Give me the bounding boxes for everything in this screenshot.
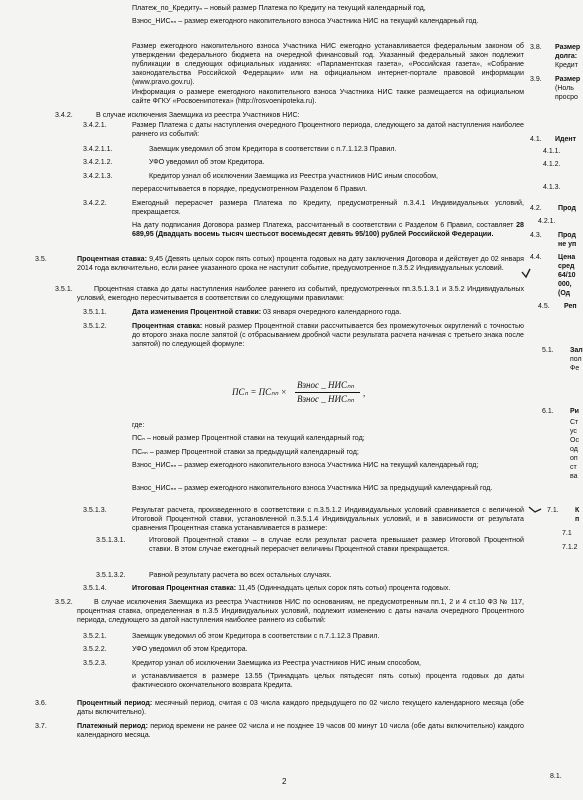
text-paragraph: На дату подписания Договора размер Платежа, рассчитанный в соответствии с Разделом 6 Правил, составляет 28 689,95 (Двадцать восемь тысяч шестьсот восемьдесят девять 95/100) рублей Российской Федерации.: [132, 221, 524, 238]
clause-number: 3.5.1.3.1.: [96, 536, 126, 544]
clause-number: 4.1.1.: [543, 148, 561, 155]
text-fragment: оп: [570, 455, 578, 462]
text-paragraph: Результат расчета, произведенного в соответствии с п.3.5.1.2 Индивидуальных условий сравнивается с величиной Итоговой Процентной ставки, установленной п.3.5.1.4 Индивидуальных условий, и в зависимости от результата сравнения Процентная ставка устанавливается в размере:: [132, 506, 524, 532]
text-line: Заемщик уведомил об этом Кредитора в соответствии с п.7.1.12.3 Правил.: [149, 145, 397, 153]
page-number: 2: [282, 777, 287, 786]
text-line: Платеж_по_Кредитуₙ – новый размер Платежа по Кредиту на текущий календарный год,: [132, 4, 426, 12]
text-line: Взнос_НИСₙₙ – размер ежегодного накопительного взноса Участника НИС на текущий календарный год;: [132, 461, 479, 469]
text-fragment: 64/10: [558, 272, 576, 279]
text-fragment: Фе: [570, 365, 580, 372]
clause-number: 3.7.: [35, 722, 47, 730]
clause-number: 3.9.: [530, 76, 542, 83]
text-line: Заемщик уведомил об этом Кредитора в соответствии с п.7.1.12.3 Правил.: [132, 632, 380, 640]
text-fragment: Ри: [570, 408, 579, 415]
text-line: Ежегодный перерасчет размера Платежа по Кредиту, предусмотренный п.3.4.1 Индивидуальных условий, прекращается.: [132, 199, 524, 216]
text-paragraph: Процентная ставка: новый размер Процентной ставки рассчитывается без промежуточных округлений с точностью до второго знака после запятой (с отбрасыванием дробной части результата расчета начиная с третьего знака после запятой) по следующей формуле:: [132, 322, 524, 348]
text-paragraph: Итоговой Процентной ставки – в случае если результат расчета превышает размер Итоговой Процентной ставки. В этом случае ежегодный перерасчет величины Процентной ставки прекращается.: [149, 536, 524, 553]
clause-number: 3.4.2.2.: [83, 199, 107, 207]
clause-number: 4.2.: [530, 205, 542, 212]
text-paragraph: Процентная ставка до даты наступления наиболее раннего из событий, предусмотренных пп.3.5.1.3.1 и 3.5.2 Индивидуальных условий, ежегодно пересчитывается в соответствии со следующими правилами:: [77, 285, 524, 302]
clause-number: 3.5.2.: [55, 598, 73, 606]
text-fragment: Цена: [558, 254, 576, 261]
clause-number: 3.4.2.: [55, 111, 73, 119]
text-fragment: Прод: [558, 232, 576, 239]
clause-number: 3.5.2.3.: [83, 659, 107, 667]
text-line: где:: [132, 421, 145, 429]
text-line: Взнос_НИСₙₙ – размер ежегодного накопительного взноса Участника НИС за предыдущий календарный год.: [132, 484, 493, 492]
clause-number: 3.5.: [35, 255, 47, 263]
formula-lhs: ПСₙ = ПСₙₙ ×: [232, 387, 287, 397]
clause-number: 4.3.: [530, 232, 542, 239]
text-line: Взнос_НИСₙₙ – размер ежегодного накопительного взноса Участника НИС на текущий календарный год.: [132, 17, 479, 25]
text-fragment: Ст: [570, 419, 579, 426]
text-paragraph: Процентная ставка: 9,45 (Девять целых сорок пять сотых) процента годовых на дату заключения Договора и действует до 02 января 2014 года включительно, если ранее указанного срока не наступит событие, предусмотренное п.3.5.2 Индивидуальных условий.: [77, 255, 524, 272]
clause-number: 3.8.: [530, 44, 542, 51]
text-fragment: Реп: [564, 303, 577, 310]
text-fragment: Размер: [555, 44, 581, 51]
text-fragment: долга:: [555, 53, 578, 60]
text-fragment: Кредит: [555, 62, 578, 69]
text-line: В случае исключения Заемщика из реестра Участников НИС:: [96, 111, 300, 119]
text-fragment: од: [570, 446, 578, 453]
clause-number: 3.5.2.1.: [83, 632, 107, 640]
text-paragraph: и устанавливается в размере 13.55 (Тринадцать целых пятьдесят пять сотых) процента годовых до даты фактического окончательного возврата Кредита.: [132, 672, 524, 689]
text-line: УФО уведомил об этом Кредитора.: [149, 158, 265, 166]
clause-number: 4.1.3.: [543, 184, 561, 191]
text-fragment: сред: [558, 263, 575, 270]
clause-number: 3.5.1.3.2.: [96, 571, 126, 579]
text-fragment: Зал: [570, 347, 583, 354]
text-line: Кредитор узнал об исключении Заемщика из Реестра участников НИС иным способом,: [149, 172, 439, 180]
clause-number: 3.5.1.3.: [83, 506, 107, 514]
interest-rate-formula: [232, 375, 382, 409]
formula-denominator: Взнос _ НИСₙₙ: [297, 394, 355, 404]
text-fragment: Идент: [555, 136, 577, 143]
clause-number: 7.1: [562, 530, 572, 537]
clause-number: 4.2.1.: [538, 218, 556, 225]
arrow-mark-icon: [528, 504, 542, 517]
clause-number: 3.5.2.2.: [83, 645, 107, 653]
text-fragment: не уп: [558, 241, 577, 248]
clause-number: 3.5.1.1.: [83, 308, 107, 316]
clause-number: 4.1.: [530, 136, 542, 143]
text-line: Равной результату расчета во всех остальных случаях.: [149, 571, 332, 579]
clause-number: 3.4.2.1.2.: [83, 158, 113, 166]
clause-number: 4.5.: [538, 303, 550, 310]
text-fragment: (Ноль: [555, 85, 574, 92]
clause-number: 3.4.2.1.: [83, 121, 107, 129]
text-fragment: ст: [570, 464, 577, 471]
text-line: Кредитор узнал об исключении Заемщика из Реестра участников НИС иным способом,: [132, 659, 422, 667]
text-fragment: К: [575, 507, 580, 514]
formula-tail: ,: [363, 388, 366, 398]
text-line: перерассчитывается в порядке, предусмотренном Разделом 6 Правил.: [132, 185, 368, 193]
text-line: ПСₙ – новый размер Процентной ставки на текущий календарный год;: [132, 434, 365, 442]
text-fragment: Прод: [558, 205, 576, 212]
text-fragment: 000,: [558, 281, 572, 288]
text-line: Размер Платежа с даты наступления очередного Процентного периода, следующего за датой наступления наиболее раннего из событий:: [132, 121, 524, 138]
fraction-bar: [295, 392, 360, 393]
facing-page-column: [528, 0, 583, 800]
clause-number: 6.1.: [542, 408, 554, 415]
clause-number: 8.1.: [550, 773, 562, 780]
text-fragment: (Од: [558, 290, 571, 297]
text-paragraph: Информация о размере ежегодного накопительного взноса Участника НИС также размещается на официальном сайте ФГКУ «Росвоенипотека» (http://rosvoenipoteka.ru).: [132, 88, 524, 105]
clause-number: 3.4.2.1.1.: [83, 145, 113, 153]
text-paragraph: Платежный период: период времени не ранее 02 числа и не позднее 19 часов 00 минут 10 числа (обе даты включительно) каждого календарного месяца.: [77, 722, 524, 739]
clause-number: 7.1.: [547, 507, 559, 514]
clause-number: 3.5.1.2.: [83, 322, 107, 330]
clause-number: 4.1.2.: [543, 161, 561, 168]
text-fragment: Размер: [555, 76, 581, 83]
text-line: УФО уведомил об этом Кредитора.: [132, 645, 248, 653]
clause-number: 3.5.1.4.: [83, 584, 107, 592]
text-paragraph: Процентный период: месячный период, считая с 03 числа каждого предыдущего по 02 число текущего календарного месяца (обе даты включительно).: [77, 699, 524, 716]
text-fragment: ва: [570, 473, 578, 480]
text-fragment: Ос: [570, 437, 579, 444]
clause-number: 7.1.2: [562, 544, 578, 551]
clause-number: 3.4.2.1.3.: [83, 172, 113, 180]
text-line: ПСₙₙ – размер Процентной ставки за предыдущий календарный год;: [132, 448, 359, 456]
formula-numerator: Взнос _ НИСₙₙ: [297, 380, 355, 390]
clause-number: 5.1.: [542, 347, 554, 354]
text-paragraph: Размер ежегодного накопительного взноса Участника НИС ежегодно устанавливается федеральным законом об утверждении федерального бюджета на очередной финансовый год. Указанный федеральный закон подлежит публикации в следующих официальных изданиях: «Парламентская газета», «Российская газета», «Собрание законодательства Российской Федерации» или на официальном интернет-портале правовой информации (www.pravo.gov.ru).: [132, 42, 524, 86]
text-line: Итоговая Процентная ставка: 11,45 (Одиннадцать целых сорок пять сотых) процента годовых.: [132, 584, 451, 592]
clause-number: 3.6.: [35, 699, 47, 707]
text-paragraph: В случае исключения Заемщика из реестра Участников НИС по основаниям, не предусмотренным пп.1, 2 и 4 ст.10 ФЗ № 117, процентная ставка, определенная в п.3.5 Индивидуальных условий, подлежит изменению с даты начала очередного Процентного периода, следующего за датой наступления наиболее раннего из событий:: [77, 598, 524, 624]
text-fragment: п: [575, 516, 580, 523]
text-line: Дата изменения Процентной ставки: 03 января очередного календарного года.: [132, 308, 402, 316]
text-fragment: просро: [555, 94, 578, 101]
text-fragment: ус: [570, 428, 577, 435]
clause-number: 4.4.: [530, 254, 542, 261]
clause-number: 3.5.1.: [55, 285, 73, 293]
text-fragment: пол: [570, 356, 582, 363]
